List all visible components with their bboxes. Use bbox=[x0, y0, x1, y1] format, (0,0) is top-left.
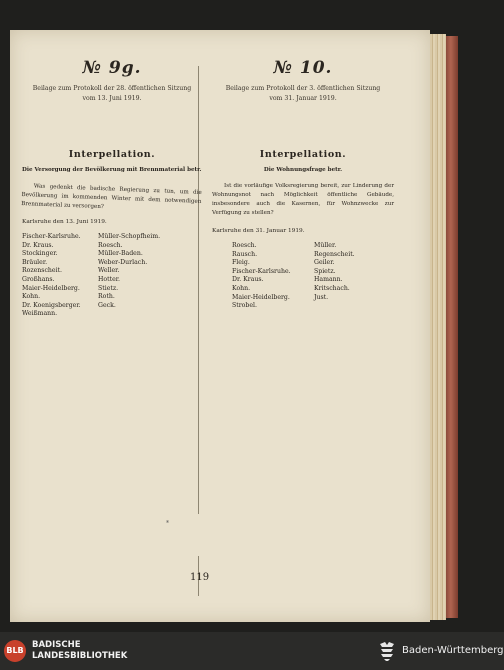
baden-wuerttemberg-emblem-icon[interactable] bbox=[378, 640, 396, 662]
signatories-list bbox=[22, 233, 202, 317]
protocol-note: Beilage zum Protokoll der 3. öffentlichen Sitzung bbox=[225, 85, 381, 92]
interpellation-topic: Die Versorgung der Bevölkerung mit Brennmaterial betr. bbox=[22, 167, 202, 173]
interpellation-text: Was gedenkt die badische Regierung zu tun, um die Bevölkerung im kommenden Winter mit dem notwendigen Brennmaterial zu versorgen? bbox=[21, 183, 202, 211]
signatory: Hamann. bbox=[314, 276, 343, 284]
library-name-line1: BADISCHE bbox=[32, 640, 81, 650]
signatory: Regenscheit. bbox=[314, 250, 355, 258]
document-number: № 10. bbox=[273, 58, 333, 78]
signatory: Rausch. bbox=[232, 250, 258, 258]
signatory: Roth. bbox=[98, 293, 115, 301]
signatory: Spietz. bbox=[314, 267, 336, 275]
signatory: Dr. Kraus. bbox=[232, 276, 264, 284]
signatory: Fischer-Karlsruhe. bbox=[22, 233, 81, 240]
dateline: Karlsruhe den 31. Januar 1919. bbox=[212, 228, 305, 234]
interpellation-topic: Die Wohnungsfrage betr. bbox=[263, 167, 343, 173]
signatory: Maier-Heidelberg. bbox=[22, 284, 80, 292]
signatory: Großhans. bbox=[22, 275, 55, 283]
signatory: Strobel. bbox=[232, 302, 257, 310]
page-number: 119 bbox=[190, 572, 210, 583]
signatory: Kritschach. bbox=[314, 284, 350, 292]
signatory: Roesch. bbox=[232, 242, 257, 249]
signatory: Dr. Koenigsberger. bbox=[22, 301, 81, 309]
signatory: Müller. bbox=[314, 242, 337, 249]
library-name-line2: LANDESBIBLIOTHEK bbox=[32, 651, 128, 661]
left-column bbox=[22, 58, 202, 317]
document-number: № 9g. bbox=[82, 58, 142, 78]
protocol-note: Beilage zum Protokoll der 28. öffentlichen Sitzung bbox=[32, 85, 192, 92]
column-divider-gap bbox=[196, 514, 201, 556]
signatory: Geck. bbox=[98, 301, 116, 309]
interpellation-heading: Interpellation. bbox=[259, 149, 347, 160]
signatory: Kohn. bbox=[22, 293, 41, 301]
signatory: Kohn. bbox=[232, 284, 251, 292]
footer-bar bbox=[0, 632, 504, 670]
page-edges bbox=[430, 34, 446, 620]
signatories-list bbox=[212, 242, 394, 309]
signatory: Just. bbox=[314, 293, 329, 301]
state-name[interactable]: Baden-Württemberg bbox=[402, 645, 504, 656]
signatory: Fleig. bbox=[232, 259, 250, 267]
signatory: Geiler. bbox=[314, 259, 335, 267]
signatory: Maier-Heidelberg. bbox=[232, 293, 290, 301]
signatory: Weber-Durlach. bbox=[98, 258, 148, 266]
protocol-date: vom 31. Januar 1919. bbox=[269, 94, 337, 102]
protocol-date: vom 13. Juni 1919. bbox=[82, 94, 142, 102]
signatory: Müller-Schopfheim. bbox=[98, 233, 161, 240]
signatory: Müller-Baden. bbox=[98, 250, 143, 258]
blb-logo-icon[interactable]: BLB bbox=[4, 640, 26, 662]
signatory: Stockinger. bbox=[22, 250, 58, 258]
interpellation-heading: Interpellation. bbox=[68, 149, 156, 160]
interpellation-text: Ist die vorläufige Volksregierung bereit, zur Linderung der Wohnungsnot nach Möglichkeit öffentliche Gebäude, insbesondere auch die Kasernen, für Wohnzwecke zur Verfügung zu stellen? bbox=[212, 183, 394, 216]
dateline: Karlsruhe den 13. Juni 1919. bbox=[22, 219, 107, 225]
signatory: Hotter. bbox=[98, 275, 120, 283]
signatory: Stietz. bbox=[98, 284, 119, 292]
signatory: Weißmann. bbox=[22, 310, 58, 318]
signatory: Roesch. bbox=[98, 241, 123, 249]
library-name[interactable] bbox=[32, 640, 127, 662]
signatory: Bräuler. bbox=[22, 258, 48, 266]
signatory: Rozenscheit. bbox=[22, 267, 63, 275]
right-column bbox=[212, 58, 394, 309]
book-binding bbox=[446, 36, 458, 618]
signatory: Dr. Kraus. bbox=[22, 241, 54, 249]
asterisk-mark: * bbox=[166, 520, 169, 527]
signatory: Fischer-Karlsruhe. bbox=[232, 267, 291, 275]
signatory: Weller. bbox=[98, 267, 120, 275]
